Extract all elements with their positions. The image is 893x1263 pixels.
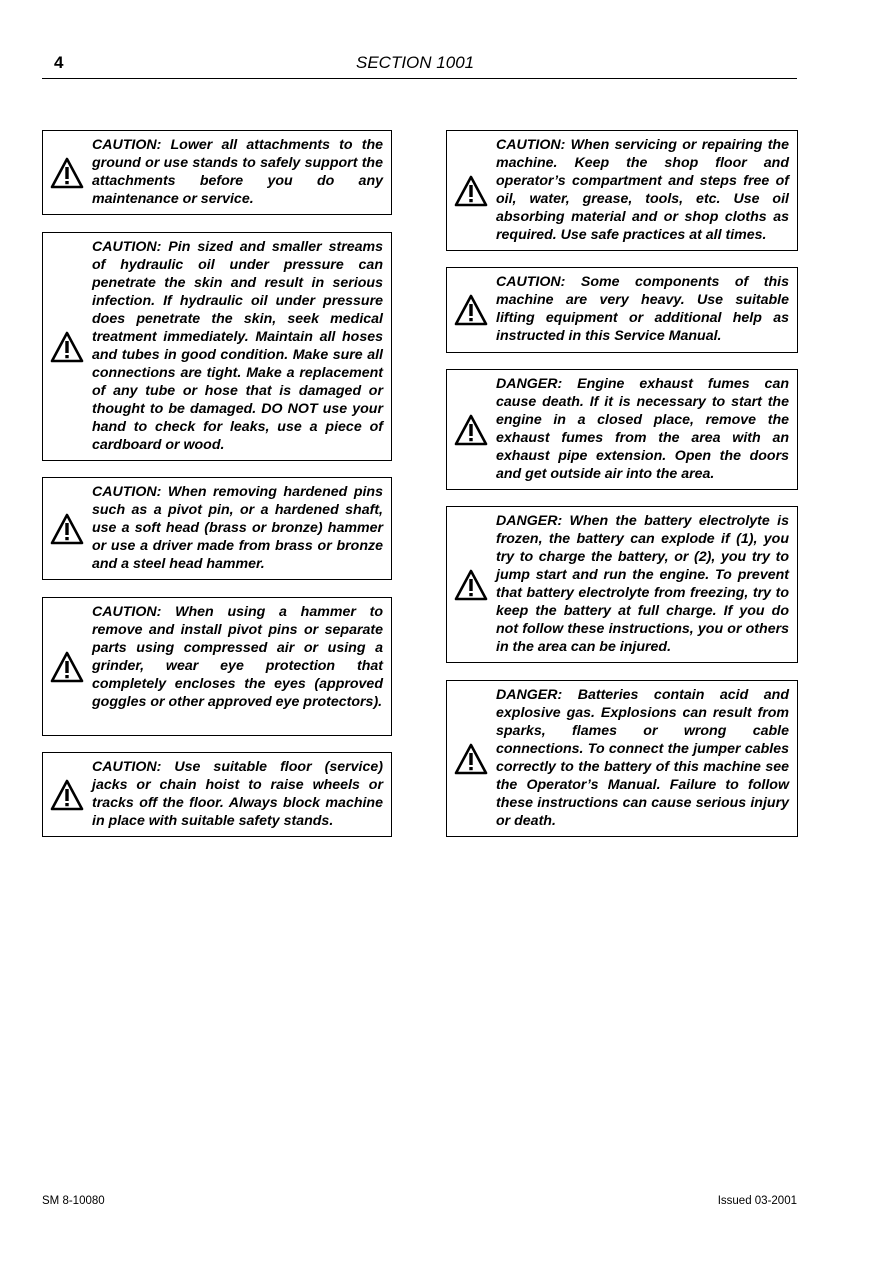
warning-triangle-icon xyxy=(50,157,84,189)
caution-text: CAUTION: When servicing or repairing the machine. Keep the shop floor and operator’s compartment and steps free of oil, water, grease, tools, etc. Use oil absorbing material and or shop cloths as required. Use safe practices at all times. xyxy=(496,137,789,243)
warning-triangle-icon xyxy=(50,779,84,811)
caution-text: CAUTION: When using a hammer to remove and install pivot pins or separate parts using compressed air or using a grinder, wear eye protection that completely encloses the eyes (approved goggles or other approved eye protectors). xyxy=(92,604,383,710)
warning-triangle-icon xyxy=(454,743,488,775)
page-number: 4 xyxy=(54,53,64,72)
footer-document-id: SM 8-10080 xyxy=(42,1195,105,1207)
caution-text: CAUTION: Pin sized and smaller streams of hydraulic oil under pressure can penetrate the skin and result in serious infection. If hydraulic oil under pressure does penetrate the skin, seek medical treatment immediately. Maintain all hoses and tubes in good condition. Make sure all connections are tight. Make a replacement of any tube or hose that is damaged or thought to be damaged. DO NOT use your hand to check for leaks, use a piece of cardboard or wood. xyxy=(92,239,383,453)
danger-text: DANGER: Batteries contain acid and explosive gas. Explosions can result from sparks, flames or wrong cable connections. To connect the jumper cables correctly to the battery of this machine see the Operator’s Manual. Failure to follow these instructions can cause serious injury or death. xyxy=(496,687,789,829)
caution-text: CAUTION: When removing hardened pins such as a pivot pin, or a hardened shaft, use a soft head (brass or bronze) hammer or use a driver made from brass or bronze and a steel head hammer. xyxy=(92,484,383,572)
danger-box xyxy=(446,506,798,663)
caution-box xyxy=(446,267,798,353)
caution-box xyxy=(42,130,392,215)
warning-triangle-icon xyxy=(50,513,84,545)
warning-triangle-icon xyxy=(454,569,488,601)
footer-issue-date: Issued 03-2001 xyxy=(717,1195,797,1207)
warning-triangle-icon xyxy=(50,331,84,363)
warning-triangle-icon xyxy=(454,414,488,446)
danger-box xyxy=(446,369,798,490)
caution-text: CAUTION: Some components of this machine are very heavy. Use suitable lifting equipment or additional help as instructed in this Service Manual. xyxy=(496,274,789,344)
caution-text: CAUTION: Lower all attachments to the ground or use stands to safely support the attachments before you do any maintenance or service. xyxy=(92,137,383,207)
caution-text: CAUTION: Use suitable floor (service) jacks or chain hoist to raise wheels or tracks off the floor. Always block machine in place with suitable safety stands. xyxy=(92,759,383,829)
caution-box xyxy=(446,130,798,251)
danger-text: DANGER: When the battery electrolyte is frozen, the battery can explode if (1), you try to charge the battery, or (2), you try to jump start and run the engine. To prevent that battery electrolyte from freezing, try to keep the battery at full charge. If you do not follow these instructions, you or others in the area can be injured. xyxy=(496,513,789,655)
section-title: SECTION 1001 xyxy=(356,53,475,72)
warning-triangle-icon xyxy=(50,651,84,683)
caution-box xyxy=(42,232,392,461)
page-header xyxy=(42,52,797,79)
caution-box xyxy=(42,597,392,736)
warning-triangle-icon xyxy=(454,175,488,207)
danger-text: DANGER: Engine exhaust fumes can cause death. If it is necessary to start the engine in a closed place, remove the exhaust fumes from the area with an exhaust pipe extension. Open the doors and get outside air into the area. xyxy=(496,376,789,482)
warning-triangle-icon xyxy=(454,294,488,326)
caution-box xyxy=(42,477,392,580)
caution-box xyxy=(42,752,392,837)
danger-box xyxy=(446,680,798,837)
